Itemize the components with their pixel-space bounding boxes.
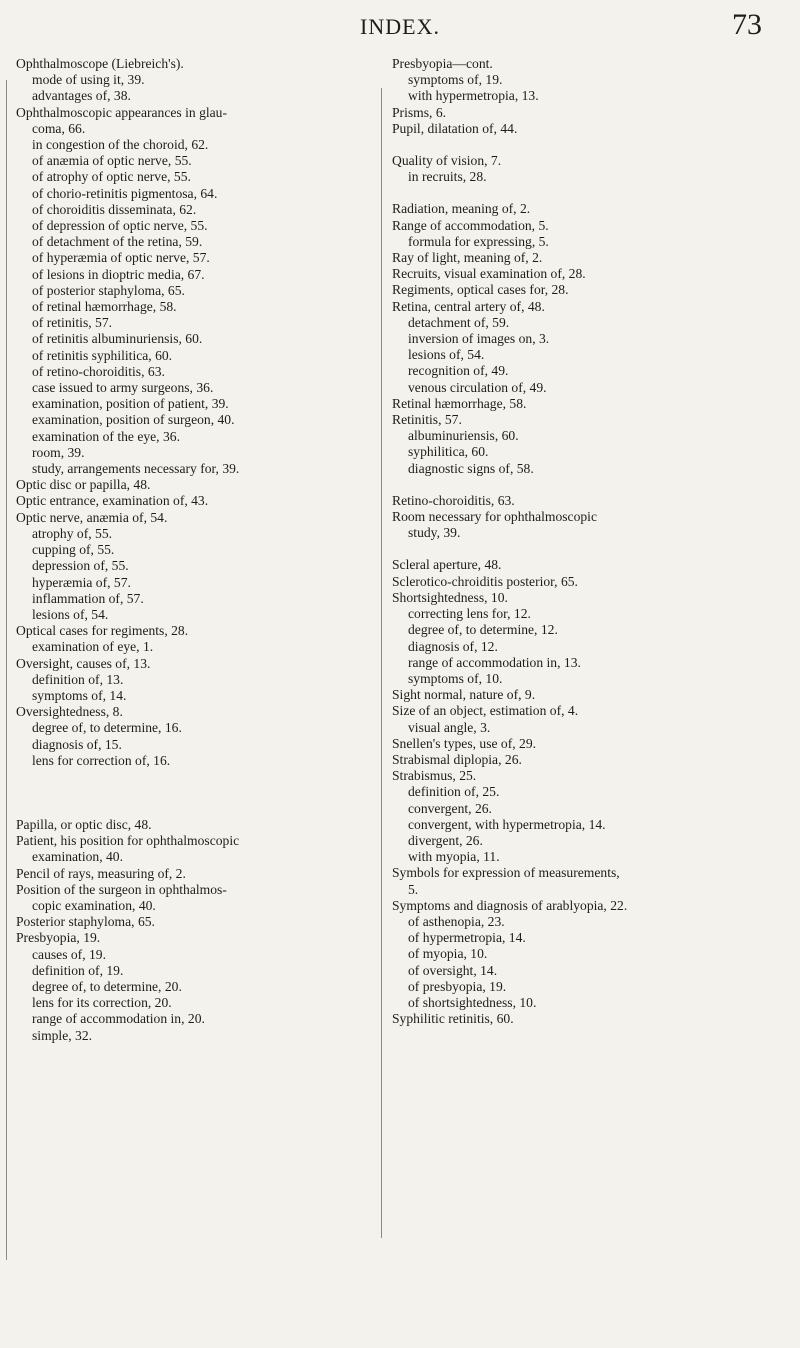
index-entry: Shortsightedness, 10.	[392, 589, 508, 605]
index-entry: Strabismal diplopia, 26.	[392, 751, 522, 767]
index-subentry: definition of, 19.	[32, 962, 124, 978]
index-entry: Optic nerve, anæmia of, 54.	[16, 509, 168, 525]
index-subentry: lesions of, 54.	[32, 606, 109, 622]
index-subentry: of detachment of the retina, 59.	[32, 234, 203, 250]
index-entry: Pupil, dilatation of, 44.	[392, 120, 518, 136]
index-subentry: advantages of, 38.	[32, 88, 131, 104]
index-subentry: depression of, 55.	[32, 558, 129, 574]
index-subentry: degree of, to determine, 16.	[32, 720, 182, 736]
index-subentry: of posterior staphyloma, 65.	[32, 282, 185, 298]
index-entry: Pencil of rays, measuring of, 2.	[16, 865, 186, 881]
index-entry: Presbyopia—cont.	[392, 56, 493, 71]
index-subentry: of choroiditis disseminata, 62.	[32, 201, 197, 217]
index-subentry: divergent, 26.	[408, 832, 483, 848]
index-subentry: mode of using it, 39.	[32, 72, 145, 88]
index-subentry: copic examination, 40.	[32, 897, 156, 913]
section-spacer	[392, 477, 784, 493]
index-subentry: symptoms of, 10.	[408, 670, 503, 686]
index-subentry: syphilitica, 60.	[408, 444, 489, 460]
index-entry: Papilla, or optic disc, 48.	[16, 816, 152, 832]
index-subentry: convergent, 26.	[408, 800, 492, 816]
index-subentry: examination of eye, 1.	[32, 639, 154, 655]
index-subentry: venous circulation of, 49.	[408, 379, 547, 395]
index-subentry: with myopia, 11.	[408, 849, 500, 865]
index-subentry: symptoms of, 14.	[32, 687, 127, 703]
index-subentry: degree of, to determine, 20.	[32, 978, 182, 994]
index-entry: Patient, his position for ophthalmoscopic	[16, 833, 240, 849]
index-subentry: lesions of, 54.	[408, 347, 485, 363]
section-spacer	[16, 769, 376, 793]
index-subentry: in congestion of the choroid, 62.	[32, 137, 209, 153]
index-subentry: convergent, with hypermetropia, 14.	[408, 816, 606, 832]
index-subentry: examination of the eye, 36.	[32, 428, 180, 444]
index-subentry: of retinitis albuminuriensis, 60.	[32, 331, 203, 347]
index-entry: Snellen's types, use of, 29.	[392, 735, 537, 751]
index-column-left	[16, 56, 376, 1044]
index-entry: Sight normal, nature of, 9.	[392, 687, 536, 703]
index-entry: Scleral aperture, 48.	[392, 557, 502, 573]
index-entry: Oversightedness, 8.	[16, 704, 123, 720]
index-subentry: range of accommodation in, 13.	[408, 654, 581, 670]
index-subentry: of retinitis, 57.	[32, 315, 113, 331]
index-entry: Oversight, causes of, 13.	[16, 655, 151, 671]
index-entry: Sclerotico-chroiditis posterior, 65.	[392, 573, 578, 589]
index-subentry: case issued to army surgeons, 36.	[32, 380, 214, 396]
index-subentry: detachment of, 59.	[408, 314, 510, 330]
index-subentry: diagnosis of, 12.	[408, 638, 498, 654]
index-entry: Syphilitic retinitis, 60.	[392, 1011, 514, 1027]
index-subentry: hyperæmia of, 57.	[32, 574, 131, 590]
index-entry: Optic entrance, examination of, 43.	[16, 493, 209, 509]
section-spacer	[392, 185, 784, 201]
index-entry: Strabismus, 25.	[392, 768, 477, 784]
index-subentry: diagnosis of, 15.	[32, 736, 122, 752]
index-subentry: range of accommodation in, 20.	[32, 1011, 205, 1027]
index-entry: Room necessary for ophthalmoscopic	[392, 509, 597, 525]
index-entry: Optical cases for regiments, 28.	[16, 623, 189, 639]
index-entry: Regiments, optical cases for, 28.	[392, 282, 569, 298]
index-subentry: lens for correction of, 16.	[32, 752, 171, 768]
index-subentry: study, 39.	[408, 525, 461, 541]
index-subentry: 5.	[408, 881, 419, 897]
index-subentry: of retinal hæmorrhage, 58.	[32, 299, 177, 315]
index-subentry: examination, position of patient, 39.	[32, 396, 229, 412]
index-subentry: formula for expressing, 5.	[408, 233, 549, 249]
index-subentry: study, arrangements necessary for, 39.	[32, 461, 240, 477]
index-entry: Ray of light, meaning of, 2.	[392, 250, 543, 266]
index-entry: Recruits, visual examination of, 28.	[392, 266, 586, 282]
index-subentry: of asthenopia, 23.	[408, 913, 505, 929]
index-subentry: albuminuriensis, 60.	[408, 428, 519, 444]
index-column-right	[392, 56, 784, 1027]
index-subentry: in recruits, 28.	[408, 169, 487, 185]
index-subentry: of hypermetropia, 14.	[408, 930, 526, 946]
page-number: 73	[732, 8, 762, 41]
index-subentry: of shortsightedness, 10.	[408, 994, 537, 1010]
index-subentry: of retino-choroiditis, 63.	[32, 363, 165, 379]
index-subentry: simple, 32.	[32, 1027, 93, 1043]
index-entry: Presbyopia, 19.	[16, 930, 101, 946]
index-subentry: examination, position of surgeon, 40.	[32, 412, 235, 428]
index-subentry: of oversight, 14.	[408, 962, 498, 978]
index-entry: Optic disc or papilla, 48.	[16, 477, 151, 493]
index-entry: Retinitis, 57.	[392, 412, 462, 428]
index-subentry: cupping of, 55.	[32, 542, 115, 558]
index-subentry: lens for its correction, 20.	[32, 995, 172, 1011]
index-subentry: correcting lens for, 12.	[408, 606, 531, 622]
index-subentry: definition of, 25.	[408, 784, 500, 800]
index-subentry: room, 39.	[32, 444, 85, 460]
index-entry: Position of the surgeon in ophthalmos-	[16, 881, 227, 897]
index-subentry: of chorio-retinitis pigmentosa, 64.	[32, 185, 218, 201]
section-spacer	[16, 793, 376, 817]
index-subentry: of presbyopia, 19.	[408, 978, 507, 994]
index-entry: Radiation, meaning of, 2.	[392, 201, 531, 217]
left-margin-rule	[6, 80, 7, 1260]
index-subentry: of depression of optic nerve, 55.	[32, 218, 208, 234]
index-subentry: with hypermetropia, 13.	[408, 88, 539, 104]
index-subentry: atrophy of, 55.	[32, 525, 113, 541]
index-subentry: coma, 66.	[32, 120, 86, 136]
page-header	[0, 8, 800, 54]
index-entry: Ophthalmoscopic appearances in glau-	[16, 104, 228, 120]
index-subentry: inversion of images on, 3.	[408, 331, 550, 347]
index-subentry: of retinitis syphilitica, 60.	[32, 347, 173, 363]
index-subentry: inflammation of, 57.	[32, 590, 144, 606]
index-subentry: of myopia, 10.	[408, 946, 488, 962]
index-subentry: definition of, 13.	[32, 671, 124, 687]
index-entry: Retino-choroiditis, 63.	[392, 492, 515, 508]
running-title: INDEX.	[360, 14, 440, 39]
index-subentry: examination, 40.	[32, 849, 123, 865]
index-entry: Size of an object, estimation of, 4.	[392, 703, 579, 719]
column-divider	[381, 88, 382, 1238]
index-entry: Symptoms and diagnosis of arablyopia, 22.	[392, 897, 628, 913]
index-subentry: of hyperæmia of optic nerve, 57.	[32, 250, 210, 266]
index-subentry: of anæmia of optic nerve, 55.	[32, 153, 192, 169]
index-subentry: recognition of, 49.	[408, 363, 509, 379]
section-spacer	[392, 541, 784, 557]
index-entry: Symbols for expression of measurements,	[392, 865, 620, 881]
index-subentry: of atrophy of optic nerve, 55.	[32, 169, 191, 185]
section-spacer	[392, 137, 784, 153]
index-entry: Retina, central artery of, 48.	[392, 298, 545, 314]
index-entry: Retinal hæmorrhage, 58.	[392, 395, 527, 411]
index-entry: Prisms, 6.	[392, 104, 447, 120]
index-entry: Quality of vision, 7.	[392, 153, 502, 169]
index-subentry: symptoms of, 19.	[408, 72, 503, 88]
index-entry: Ophthalmoscope (Liebreich's).	[16, 56, 184, 71]
index-entry: Range of accommodation, 5.	[392, 217, 549, 233]
index-entry: Posterior staphyloma, 65.	[16, 914, 155, 930]
index-subentry: visual angle, 3.	[408, 719, 491, 735]
index-subentry: of lesions in dioptric media, 67.	[32, 266, 205, 282]
index-subentry: causes of, 19.	[32, 946, 106, 962]
index-subentry: degree of, to determine, 12.	[408, 622, 558, 638]
index-subentry: diagnostic signs of, 58.	[408, 460, 534, 476]
